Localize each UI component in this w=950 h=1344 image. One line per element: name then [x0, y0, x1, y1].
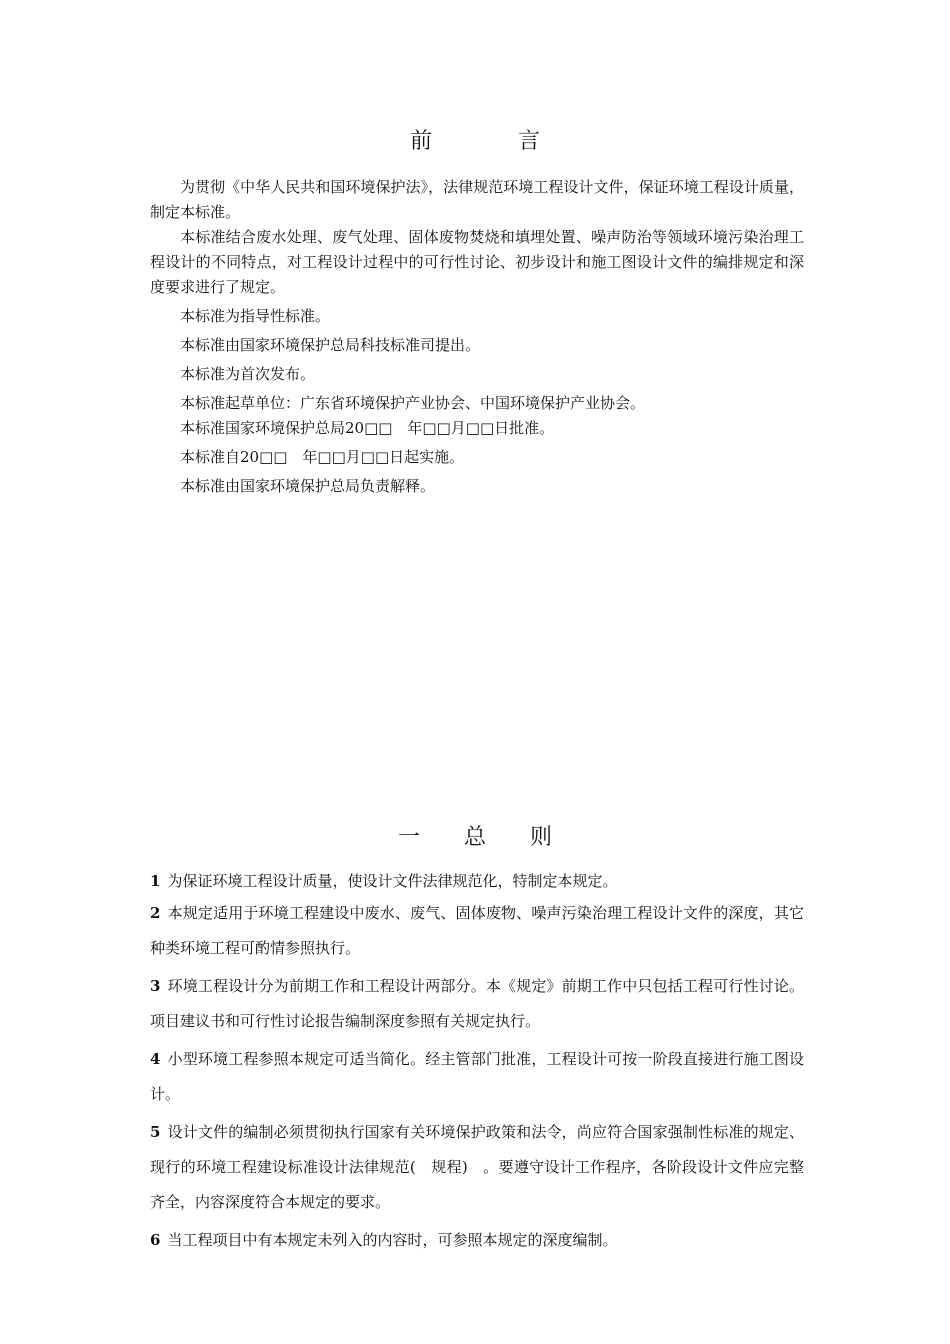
clause-item — [150, 969, 804, 1039]
clause-text: 为保证环境工程设计质量，使设计文件法律规范化，特制定本规定。 — [167, 872, 618, 890]
preface-paragraph: 为贯彻《中华人民共和国环境保护法》，法律规范环境工程设计文件，保证环境工程设计质量，制定本标准。 — [150, 178, 804, 221]
clause-text: 本规定适用于环境工程建设中废水、废气、固体废物、噪声污染治理工程设计文件的深度，其它种类环境工程可酌情参照执行。 — [150, 904, 804, 957]
preface-paragraph: 本标准为首次发布。 — [180, 365, 316, 383]
clause-item — [150, 1042, 804, 1112]
preface-paragraph: 本标准结合废水处理、废气处理、固体废物焚烧和填埋处置、噪声防治等领域环境污染治理工程设计的不同特点，对工程设计过程中的可行性讨论、初步设计和施工图设计文件的编排规定和深度要求进行了规定。 — [150, 228, 804, 296]
clause-text: 小型环境工程参照本规定可适当简化。经主管部门批准，工程设计可按一阶段直接进行施工图设计。 — [150, 1050, 804, 1103]
preface-title: 前言 — [409, 129, 626, 154]
clause-item — [150, 1115, 804, 1220]
clause-number: 5 — [150, 1123, 161, 1141]
clause-number: 1 — [150, 872, 161, 890]
clause-item — [150, 1223, 804, 1258]
preface-paragraph: 本标准起草单位：广东省环境保护产业协会、中国环境保护产业协会。 — [180, 394, 646, 412]
clause-number: 3 — [150, 977, 161, 995]
preface-paragraph: 本标准由国家环境保护总局科技标准司提出。 — [180, 336, 481, 354]
preface-body — [150, 175, 804, 499]
general-clauses — [150, 870, 804, 1261]
clause-number: 6 — [150, 1231, 161, 1249]
clause-text: 设计文件的编制必须贯彻执行国家有关环境保护政策和法令，尚应符合国家强制性标准的规定、现行的环境工程建设标准设计法律规范( 规程) 。要遵守设计工作程序，各阶段设计文件应完整齐全，内容深度符合本规定的要求。 — [150, 1123, 804, 1211]
clause-text: 当工程项目中有本规定未列入的内容时，可参照本规定的深度编制。 — [167, 1231, 618, 1249]
preface-paragraph: 本标准为指导性标准。 — [180, 307, 331, 325]
clause-number: 4 — [150, 1050, 161, 1068]
clause-text: 环境工程设计分为前期工作和工程设计两部分。本《规定》前期工作中只包括工程可行性讨论。项目建议书和可行性讨论报告编制深度参照有关规定执行。 — [150, 977, 804, 1030]
clause-item — [150, 896, 804, 966]
section-title: 一总则 — [397, 825, 596, 850]
clause-number: 2 — [150, 904, 161, 922]
preface-paragraph: 本标准自20□□ 年□□月□□日起实施。 — [180, 448, 465, 466]
preface-paragraph: 本标准国家环境保护总局20□□ 年□□月□□日批准。 — [180, 419, 555, 437]
preface-paragraph: 本标准由国家环境保护总局负责解释。 — [180, 477, 436, 495]
clause-item — [150, 870, 804, 892]
